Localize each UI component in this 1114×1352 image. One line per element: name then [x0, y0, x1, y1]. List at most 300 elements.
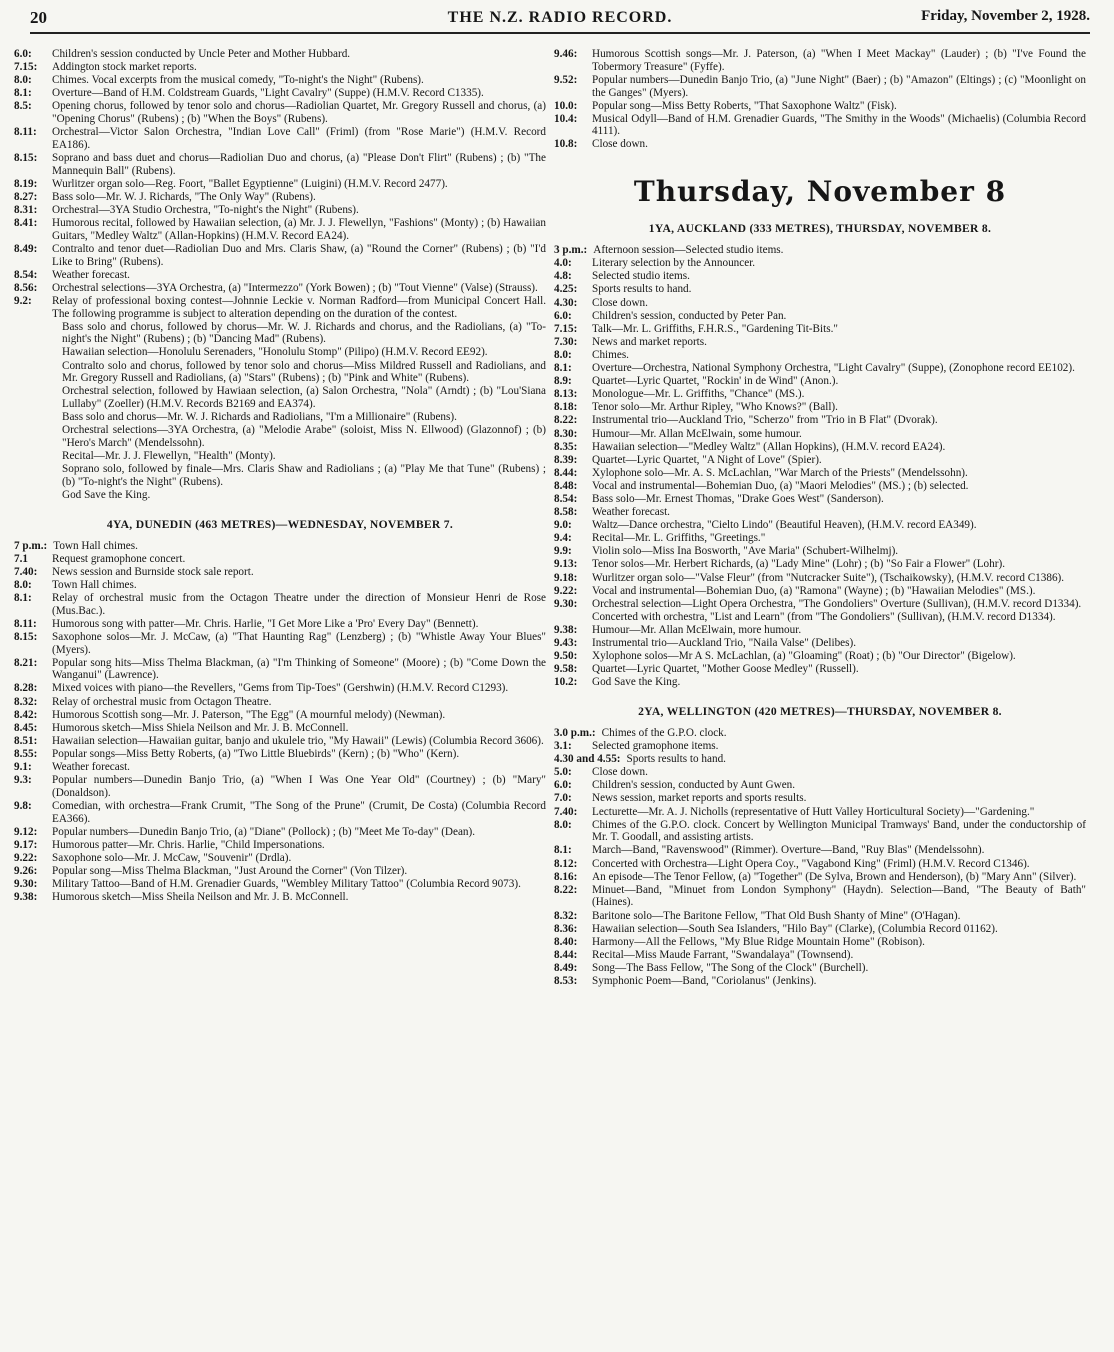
entry-time: 8.49:	[14, 242, 38, 255]
programme-entry	[554, 310, 1086, 323]
entry-time: 8.21:	[14, 656, 38, 669]
entry-text: Orchestral selections—3YA Orchestra, (a) "Intermezzo" (York Bowen) ; (b) "Tout Vienne" (Valse) (Strauss).	[52, 281, 538, 294]
programme-list-4ya-continued	[554, 48, 1086, 151]
programme-sub-entry: Contralto solo and chorus, followed by tenor solo and chorus—Miss Mildred Russell and Radiolians, and Mr. Gregory Russell and Radiolians, (a) "Stars" (Rubens) ; (b) "Pink and White" (Rubens).	[62, 359, 546, 385]
programme-entry	[554, 962, 1086, 975]
entry-text: Literary selection by the Announcer.	[592, 257, 756, 270]
entry-time: 7.1	[14, 552, 28, 565]
entry-time: 7.15:	[554, 322, 578, 335]
entry-text: Quartet—Lyric Quartet, "Mother Goose Medley" (Russell).	[592, 663, 859, 676]
entry-text: Tenor solo—Mr. Arthur Ripley, "Who Knows?" (Ball).	[592, 401, 838, 414]
entry-time: 9.0:	[554, 519, 572, 532]
entry-text: Harmony—All the Fellows, "My Blue Ridge Mountain Home" (Robison).	[592, 935, 925, 948]
programme-entry	[14, 178, 546, 191]
entry-text: An episode—The Tenor Fellow, (a) "Together" (De Sylva, Brown and Henderson), (b) "Mary Ann" (Silver).	[592, 870, 1077, 883]
entry-text: Humour—Mr. Allan McElwain, some humour.	[592, 427, 802, 440]
programme-entry	[14, 87, 546, 100]
programme-entry	[554, 519, 1086, 532]
entry-text: Instrumental trio—Auckland Trio, "Naila Valse" (Delibes).	[592, 637, 857, 649]
entry-text: Afternoon session—Selected studio items.	[593, 244, 784, 257]
entry-time: 8.19:	[14, 177, 38, 190]
entry-time: 8.18:	[554, 401, 578, 414]
entry-time: 8.56:	[14, 281, 38, 294]
entry-time: 9.38:	[554, 623, 578, 636]
entry-text: God Save the King.	[592, 676, 681, 689]
programme-entry	[554, 598, 1086, 611]
entry-text: Town Hall chimes.	[52, 578, 137, 591]
programme-entry	[14, 269, 546, 282]
entry-time: 8.44:	[554, 466, 578, 479]
entry-time: 3.1:	[554, 740, 572, 753]
programme-entry	[554, 572, 1086, 585]
entry-text: Symphonic Poem—Band, "Coriolanus" (Jenkins).	[592, 974, 817, 987]
programme-entry	[554, 975, 1086, 988]
day-heading: Thursday, November 8	[633, 175, 1007, 209]
programme-entry	[554, 740, 1086, 753]
programme-sub-entry: Bass solo and chorus, followed by chorus—Mr. W. J. Richards and chorus, and the Radiolians, (a) "To-night's the Night" (Rubens) ; (b) "Dancing Mad" (Rubens).	[62, 320, 546, 346]
entry-time: 8.15:	[14, 151, 38, 164]
entry-text: Selected gramophone items.	[592, 740, 719, 753]
programme-entry	[14, 709, 546, 722]
entry-text: Song—The Bass Fellow, "The Song of the Clock" (Burchell).	[592, 961, 869, 974]
programme-entry	[554, 637, 1086, 650]
entry-text: Chimes of the G.P.O. clock. Concert by Wellington Municipal Tramways' Band, under the conductorship of Mr. T. Goodall, and assisting artists.	[592, 818, 1086, 844]
entry-time: 5.0:	[554, 766, 572, 779]
entry-text: Baritone solo—The Baritone Fellow, "That Old Bush Shanty of Mine" (O'Hagan).	[592, 909, 961, 922]
programme-entry	[14, 48, 546, 61]
entry-time: 8.12:	[554, 857, 578, 870]
section-heading-4ya: 4YA, DUNEDIN (463 METRES)—WEDNESDAY, NOVEMBER 7.	[106, 517, 454, 531]
entry-text: News and market reports.	[592, 335, 707, 348]
entry-text: Sports results to hand.	[592, 283, 692, 296]
programme-entry	[554, 611, 1086, 624]
masthead: THE N.Z. RADIO RECORD.	[447, 9, 673, 26]
entry-time: 7 p.m.:	[14, 539, 48, 552]
entry-time: 8.32:	[14, 695, 38, 708]
entry-time: 9.18:	[554, 571, 578, 584]
entry-time: 9.17:	[14, 838, 38, 851]
entry-time: 8.0:	[14, 578, 32, 591]
programme-entry	[14, 295, 546, 320]
entry-time: 3 p.m.:	[554, 244, 588, 257]
entry-text: Humorous Scottish song—Mr. J. Paterson, "The Egg" (A mournful melody) (Newman).	[52, 708, 446, 721]
programme-entry	[554, 441, 1086, 454]
entry-text: Hawaiian selection—South Sea Islanders, "Hilo Bay" (Clarke), (Columbia Record 01162).	[592, 922, 998, 935]
entry-text: Musical Odyll—Band of H.M. Grenadier Guards, "The Smithy in the Woods" (Michaelis) (Columbia Record 4111).	[592, 112, 1086, 138]
programme-entry	[554, 779, 1086, 792]
programme-entry	[554, 545, 1086, 558]
entry-time: 7.15:	[14, 61, 38, 74]
programme-entry	[554, 493, 1086, 506]
entry-time: 8.13:	[554, 388, 578, 401]
programme-entry	[14, 217, 546, 242]
entry-text: Opening chorus, followed by tenor solo and chorus—Radiolian Quartet, Mr. Gregory Russell and chorus, (a) "Opening Chorus" (Rubens) ; (b) "When the Boys" (Rubens).	[52, 100, 546, 126]
programme-entry	[554, 428, 1086, 441]
entry-text: Humorous recital, followed by Hawaiian selection, (a) Mr. J. J. Flewellyn, "Fashions" (Monty) ; (b) Hawaiian Guitars, "Medley Waltz" (Allan-Hopkins) (H.M.V. Record EA24).	[52, 217, 546, 242]
programme-entry	[554, 910, 1086, 923]
entry-time: 8.35:	[554, 440, 578, 453]
programme-entry	[554, 650, 1086, 663]
entry-text: Chimes. Vocal excerpts from the musical comedy, "To-night's the Night" (Rubens).	[52, 74, 424, 87]
entry-text: Orchestral selection—Light Opera Orchestra, "The Gondoliers" Overture (Sullivan), (H.M.V. record D1334).	[592, 597, 1082, 610]
entry-text: Humorous Scottish songs—Mr. J. Paterson, (a) "When I Meet Mackay" (Lauder) ; (b) "I've Found the Tobermory Treasure" (Fyffe).	[592, 48, 1086, 73]
programme-list-1ya	[554, 244, 1086, 689]
programme-entry	[14, 618, 546, 631]
entry-time: 8.49:	[554, 961, 578, 974]
entry-time: 9.1:	[14, 761, 32, 774]
programme-entry	[14, 579, 546, 592]
programme-entry	[554, 844, 1086, 857]
programme-entry	[14, 761, 546, 774]
entry-time: 8.28:	[14, 682, 38, 695]
entry-time: 9.38:	[14, 891, 38, 904]
entry-text: Hawaiian selection—"Medley Waltz" (Allan Hopkins), (H.M.V. record EA24).	[592, 440, 946, 453]
entry-time: 9.30:	[14, 878, 38, 891]
section-heading-1ya: 1YA, AUCKLAND (333 METRES), THURSDAY, NOVEMBER 8.	[648, 222, 992, 236]
entry-text: Chimes of the G.P.O. clock.	[601, 726, 727, 739]
entry-text: Vocal and instrumental—Bohemian Duo, (a) "Maori Melodies" (MS.) ; (b) selected.	[592, 479, 969, 492]
programme-entry	[14, 540, 546, 553]
entry-time: 8.55:	[14, 747, 38, 760]
entry-text: Concerted with orchestra, "List and Learn" (from "The Gondoliers" (Sullivan), (H.M.V. record D1334).	[592, 610, 1056, 623]
programme-entry	[14, 631, 546, 656]
entry-time: 9.43:	[554, 637, 578, 649]
programme-sub-entry: Soprano solo, followed by finale—Mrs. Claris Shaw and Radiolians ; (a) "Play Me that Tune" (Rubens) ; (b) "To-night's the Night" (Rubens).	[62, 463, 546, 488]
programme-entry	[554, 819, 1086, 844]
entry-text: Weather forecast.	[52, 268, 130, 281]
programme-entry	[554, 113, 1086, 138]
entry-time: 9.50:	[554, 650, 578, 663]
programme-entry	[554, 414, 1086, 427]
entry-time: 8.58:	[554, 506, 578, 519]
programme-entry	[554, 323, 1086, 336]
entry-text: Popular numbers—Dunedin Banjo Trio, (a) "When I Was One Year Old" (Courtney) ; (b) "Mary" (Donaldson).	[52, 774, 546, 799]
programme-entry	[14, 126, 546, 151]
programme-entry	[554, 257, 1086, 270]
programme-entry	[14, 61, 546, 74]
programme-sub-entry: Orchestral selections—3YA Orchestra, (a) "Melodie Arabe" (soloist, Miss N. Ellwood) (Glazonnof) ; (b) "Hero's March" (Mendelssohn).	[62, 424, 546, 449]
programme-entry	[554, 270, 1086, 283]
right-column	[554, 48, 1086, 988]
entry-time: 9.22:	[14, 851, 38, 864]
entry-time: 8.1:	[14, 591, 32, 604]
entry-text: Wurlitzer organ solo—Reg. Foort, "Ballet Egyptienne" (Luigini) (H.M.V. Record 2477).	[52, 177, 448, 190]
entry-text: Wurlitzer organ solo—"Valse Fleur" (from "Nutcracker Suite"), (Tschaikowsky), (H.M.V. record C1386).	[592, 571, 1065, 584]
programme-entry	[554, 676, 1086, 689]
programme-entry	[554, 375, 1086, 388]
programme-entry	[14, 592, 546, 617]
entry-text: Vocal and instrumental—Bohemian Duo, (a) "Ramona" (Wayne) ; (b) "Hawaiian Melodies" (MS.).	[592, 584, 1036, 597]
issue-date: Friday, November 2, 1928.	[921, 8, 1090, 24]
entry-time: 8.22:	[554, 414, 578, 427]
entry-text: Children's session conducted by Uncle Peter and Mother Hubbard.	[52, 48, 351, 60]
entry-time: 8.36:	[554, 922, 578, 935]
programme-entry	[14, 748, 546, 761]
entry-time: 7.40:	[554, 805, 578, 818]
entry-time: 6.0:	[554, 309, 572, 322]
entry-time: 4.8:	[554, 270, 572, 283]
programme-entry	[554, 100, 1086, 113]
programme-entry	[14, 74, 546, 87]
entry-time: 8.54:	[14, 268, 38, 281]
entry-text: Minuet—Band, "Minuet from London Symphony" (Haydn). Selection—Band, "The Beauty of Bath" (Haines).	[592, 883, 1086, 909]
entry-text: Request gramophone concert.	[52, 552, 186, 565]
entry-time: 8.32:	[554, 909, 578, 922]
page-header	[30, 6, 1090, 34]
programme-entry	[554, 871, 1086, 884]
entry-text: Recital—Miss Maude Farrant, "Swandalaya" (Townsend).	[592, 948, 854, 961]
programme-sub-entry: Orchestral selection, followed by Hawiaan selection, (a) Salon Orchestra, "Nola" (Arndt) ; (b) "Lou'Siana Lullaby" (Zoeller) (H.M.V. Records B2169 and EA374).	[62, 385, 546, 411]
entry-time: 8.45:	[14, 721, 38, 734]
entry-text: Humorous song with patter—Mr. Chris. Harlie, "I Get More Like a 'Pro' Every Day" (Bennett).	[52, 617, 479, 630]
entry-text: News session, market reports and sports results.	[592, 792, 807, 805]
entry-time: 10.4:	[554, 112, 578, 125]
entry-text: Hawaiian selection—Hawaiian guitar, banjo and ukulele trio, "My Hawaii" (Lewis) (Columbia Record 3606).	[52, 734, 544, 747]
programme-entry	[554, 349, 1086, 362]
entry-text: Close down.	[592, 138, 648, 151]
entry-time: 3.0 p.m.:	[554, 726, 596, 739]
programme-sub-entry: God Save the King.	[62, 488, 151, 501]
entry-text: Overture—Orchestra, National Symphony Orchestra, "Light Cavalry" (Suppe), (Zonophone record EE102).	[592, 362, 1075, 375]
entry-time: 9.12:	[14, 825, 38, 838]
entry-text: Violin solo—Miss Ina Bosworth, "Ave Maria" (Schubert-Wilhelmj).	[592, 545, 899, 558]
entry-time: 8.1:	[14, 87, 32, 100]
entry-time: 7.0:	[554, 792, 572, 805]
programme-entry	[554, 727, 1086, 740]
programme-3ya-continued	[14, 48, 546, 502]
entry-text: Relay of orchestral music from the Octagon Theatre under the direction of Monsieur Henri de Rose (Mus.Bac.).	[52, 591, 546, 617]
programme-entry	[554, 753, 1086, 766]
entry-time: 8.27:	[14, 190, 38, 203]
programme-entry	[554, 949, 1086, 962]
programme-entry	[554, 923, 1086, 936]
programme-entry	[554, 454, 1086, 467]
programme-entry	[554, 336, 1086, 349]
entry-text: Saxophone solo—Mr. J. McCaw, "Souvenir" (Drdla).	[52, 851, 292, 864]
entry-time: 9.2:	[14, 294, 32, 307]
entry-text: Quartet—Lyric Quartet, "A Night of Love" (Spier).	[592, 453, 822, 466]
entry-text: Talk—Mr. L. Griffiths, F.H.R.S., "Gardening Tit-Bits."	[592, 322, 838, 335]
continuation-list	[14, 321, 546, 502]
entry-time: 8.11:	[14, 617, 37, 630]
entry-time: 9.3:	[14, 774, 32, 787]
entry-time: 9.22:	[554, 584, 578, 597]
section-heading-2ya: 2YA, WELLINGTON (420 METRES)—THURSDAY, NOVEMBER 8.	[638, 704, 1002, 718]
programme-entry	[554, 467, 1086, 480]
entry-text: Humorous sketch—Miss Shiela Neilson and Mr. J. B. McConnell.	[52, 721, 349, 734]
entry-text: Soprano and bass duet and chorus—Radiolian Duo and chorus, (a) "Please Don't Flirt" (Rubens) ; (b) "The Mannequin Ball" (Rubens).	[52, 151, 546, 177]
entry-time: 9.9:	[554, 545, 572, 558]
entry-text: Popular numbers—Dunedin Banjo Trio, (a) "Diane" (Pollock) ; (b) "Meet Me To-day" (Dean).	[52, 825, 476, 838]
entry-time: 8.0:	[554, 348, 572, 361]
entry-time: 10.8:	[554, 138, 578, 151]
entry-time: 9.4:	[554, 532, 572, 545]
programme-entry	[14, 878, 546, 891]
entry-time: 9.52:	[554, 73, 578, 86]
programme-entry	[554, 936, 1086, 949]
programme-entry	[554, 506, 1086, 519]
programme-entry	[554, 663, 1086, 676]
entry-time: 8.1:	[554, 844, 572, 857]
entry-time: 8.40:	[554, 935, 578, 948]
entry-text: Xylophone solos—Mr A S. McLachlan, (a) "Gloaming" (Roat) ; (b) "Our Director" (Bigelow).	[592, 650, 1016, 663]
programme-entry	[554, 624, 1086, 637]
entry-text: Weather forecast.	[52, 761, 130, 774]
programme-entry	[554, 362, 1086, 375]
entry-text: Children's session, conducted by Aunt Gwen.	[592, 779, 796, 792]
left-column	[14, 48, 546, 904]
programme-entry	[14, 657, 546, 682]
entry-text: Selected studio items.	[592, 270, 690, 283]
programme-entry	[14, 852, 546, 865]
entry-time: 8.53:	[554, 974, 578, 987]
entry-text: Bass solo—Mr. Ernest Thomas, "Drake Goes West" (Sanderson).	[592, 492, 884, 505]
programme-entry	[14, 243, 546, 268]
entry-text: Close down.	[592, 296, 648, 309]
programme-entry	[14, 100, 546, 125]
programme-entry	[554, 138, 1086, 151]
programme-entry	[554, 401, 1086, 414]
programme-entry	[14, 191, 546, 204]
entry-time	[554, 611, 592, 624]
entry-time: 8.41:	[14, 217, 38, 230]
entry-text: Addington stock market reports.	[52, 61, 197, 74]
entry-text: Military Tattoo—Band of H.M. Grenadier Guards, "Wembley Military Tattoo" (Columbia Record 9073).	[52, 878, 521, 891]
programme-entry	[554, 585, 1086, 598]
entry-time: 8.11:	[14, 126, 37, 139]
programme-entry	[554, 48, 1086, 73]
entry-time: 8.1:	[554, 362, 572, 375]
programme-list-4ya	[14, 540, 546, 904]
entry-text: Bass solo—Mr. W. J. Richards, "The Only Way" (Rubens).	[52, 190, 316, 203]
programme-entry	[554, 480, 1086, 493]
programme-entry	[14, 722, 546, 735]
entry-time: 8.31:	[14, 203, 38, 216]
entry-time: 10.2:	[554, 676, 578, 689]
entry-time: 8.39:	[554, 453, 578, 466]
entry-text: Concerted with Orchestra—Light Opera Coy., "Vagabond King" (Friml) (H.M.V. Record C1346).	[592, 857, 1030, 870]
entry-text: Humorous patter—Mr. Chris. Harlie, "Child Impersonations.	[52, 838, 325, 851]
entry-text: Waltz—Dance orchestra, "Cielto Lindo" (Beautiful Heaven), (H.M.V. record EA349).	[592, 519, 977, 532]
entry-time: 9.30:	[554, 597, 578, 610]
programme-sub-entry: Bass solo and chorus—Mr. W. J. Richards and Radiolians, "I'm a Millionaire" (Rubens).	[62, 411, 457, 424]
programme-entry	[554, 792, 1086, 805]
entry-text: Sports results to hand.	[626, 753, 726, 766]
entry-time: 8.9:	[554, 375, 572, 388]
entry-time: 6.0:	[14, 48, 32, 60]
entry-time: 9.58:	[554, 663, 578, 676]
programme-entry	[554, 532, 1086, 545]
programme-entry	[14, 204, 546, 217]
programme-entry	[14, 696, 546, 709]
programme-entry	[554, 858, 1086, 871]
entry-text: Weather forecast.	[592, 506, 670, 519]
entry-text: News session and Burnside stock sale report.	[52, 565, 254, 578]
entry-time: 9.26:	[14, 864, 38, 877]
entry-time: 9.8:	[14, 799, 32, 812]
entry-text: Xylophone solo—Mr. A. S. McLachlan, "War March of the Priests" (Mendelssohn).	[592, 466, 968, 479]
entry-time: 8.51:	[14, 734, 38, 747]
programme-sub-entry: Recital—Mr. J. J. Flewellyn, "Health" (Monty).	[62, 450, 276, 462]
entry-text: Humorous sketch—Miss Sheila Neilson and Mr. J. B. McConnell.	[52, 891, 349, 904]
programme-entry	[554, 806, 1086, 819]
entry-time: 8.16:	[554, 870, 578, 883]
programme-entry	[554, 297, 1086, 310]
entry-time: 7.40:	[14, 565, 38, 578]
entry-time: 9.13:	[554, 558, 578, 571]
entry-text: Popular song—Miss Thelma Blackman, "Just Around the Corner" (Von Tilzer).	[52, 864, 408, 877]
entry-text: Mixed voices with piano—the Revellers, "Gems from Tip-Toes" (Gershwin) (H.M.V. Record C1293).	[52, 682, 509, 695]
entry-time: 8.22:	[554, 883, 578, 896]
entry-text: Close down.	[592, 766, 648, 779]
programme-entry	[14, 682, 546, 695]
entry-text: Relay of orchestral music from Octagon Theatre.	[52, 695, 272, 708]
programme-entry	[554, 74, 1086, 99]
entry-time: 9.46:	[554, 48, 578, 60]
entry-text: Relay of professional boxing contest—Johnnie Leckie v. Norman Radford—from Municipal Concert Hall. The following programme is subject to alteration depending on the duration of the contest.	[52, 294, 546, 320]
entry-text: Town Hall chimes.	[53, 539, 138, 552]
entry-text: Tenor solos—Mr. Herbert Richards, (a) "Lady Mine" (Lohr) ; (b) "So Fair a Flower" (Lohr).	[592, 558, 1005, 571]
entry-text: Comedian, with orchestra—Frank Crumit, "The Song of the Prune" (Crumit, De Costa) (Columbia Record EA366).	[52, 799, 546, 825]
entry-text: Lecturette—Mr. A. J. Nicholls (representative of Hutt Valley Horticultural Society)—"Gardening."	[592, 805, 1035, 818]
entry-time: 8.48:	[554, 479, 578, 492]
entry-time: 8.54:	[554, 492, 578, 505]
entry-text: Popular numbers—Dunedin Banjo Trio, (a) "June Night" (Baer) ; (b) "Amazon" (Eltings) ; (c) "Moonlight on the Ganges" (Myers).	[592, 73, 1086, 99]
programme-entry	[554, 244, 1086, 257]
entry-time: 8.42:	[14, 708, 38, 721]
programme-entry	[14, 553, 546, 566]
programme-entry	[14, 826, 546, 839]
entry-text: Monologue—Mr. L. Griffiths, "Chance" (MS.).	[592, 388, 805, 401]
entry-time: 6.0:	[554, 779, 572, 792]
programme-entry	[554, 283, 1086, 296]
programme-entry	[554, 884, 1086, 909]
entry-text: Recital—Mr. L. Griffiths, "Greetings."	[592, 532, 766, 545]
programme-entry	[14, 891, 546, 904]
entry-text: Saxophone solos—Mr. J. McCaw, (a) "That Haunting Rag" (Lenzberg) ; (b) "Whistle Away Your Blues" (Myers).	[52, 630, 546, 656]
entry-text: Popular song—Miss Betty Roberts, "That Saxophone Waltz" (Fisk).	[592, 99, 897, 112]
entry-time: 10.0:	[554, 99, 578, 112]
entry-time: 4.30 and 4.55:	[554, 753, 621, 766]
entry-time: 4.30:	[554, 296, 578, 309]
entry-text: Orchestral—3YA Studio Orchestra, "To-night's the Night" (Rubens).	[52, 203, 359, 216]
programme-entry	[554, 388, 1086, 401]
entry-time: 7.30:	[554, 335, 578, 348]
entry-time: 8.15:	[14, 630, 38, 643]
entry-text: Quartet—Lyric Quartet, "Rockin' in de Wind" (Anon.).	[592, 375, 839, 388]
entry-text: Orchestral—Victor Salon Orchestra, "Indian Love Call" (Friml) (from "Rose Marie") (H.M.V. Record EA186).	[52, 126, 546, 151]
programme-list-2ya	[554, 727, 1086, 988]
entry-text: Overture—Band of H.M. Coldstream Guards, "Light Cavalry" (Suppe) (H.M.V. Record C1335).	[52, 87, 484, 100]
programme-entry	[14, 839, 546, 852]
entry-text: Chimes.	[592, 348, 629, 361]
entry-text: Humour—Mr. Allan McElwain, more humour.	[592, 623, 802, 636]
entry-time: 8.5:	[14, 100, 32, 113]
entry-text: Popular song hits—Miss Thelma Blackman, (a) "I'm Thinking of Someone" (Moore) ; (b) "Come Down the Wanganui" (Lawrence).	[52, 656, 546, 682]
entry-text: March—Band, "Ravenswood" (Rimmer). Overture—Band, "Ruy Blas" (Mendelssohn).	[592, 844, 985, 857]
entry-text: Contralto and tenor duet—Radiolian Duo and Mrs. Claris Shaw, (a) "Round the Corner" (Rubens) ; (b) "I'd Like to Bring" (Rubens).	[52, 242, 546, 268]
entry-time: 8.44:	[554, 948, 578, 961]
entry-text: Popular songs—Miss Betty Roberts, (a) "Two Little Bluebirds" (Kern) ; (b) "Who" (Kern).	[52, 747, 460, 760]
programme-entry	[14, 774, 546, 799]
entry-time: 4.0:	[554, 257, 572, 270]
programme-entry	[14, 282, 546, 295]
page-number: 20	[30, 8, 47, 27]
programme-entry	[14, 735, 546, 748]
programme-entry	[14, 152, 546, 177]
programme-entry	[14, 800, 546, 825]
programme-entry	[14, 865, 546, 878]
